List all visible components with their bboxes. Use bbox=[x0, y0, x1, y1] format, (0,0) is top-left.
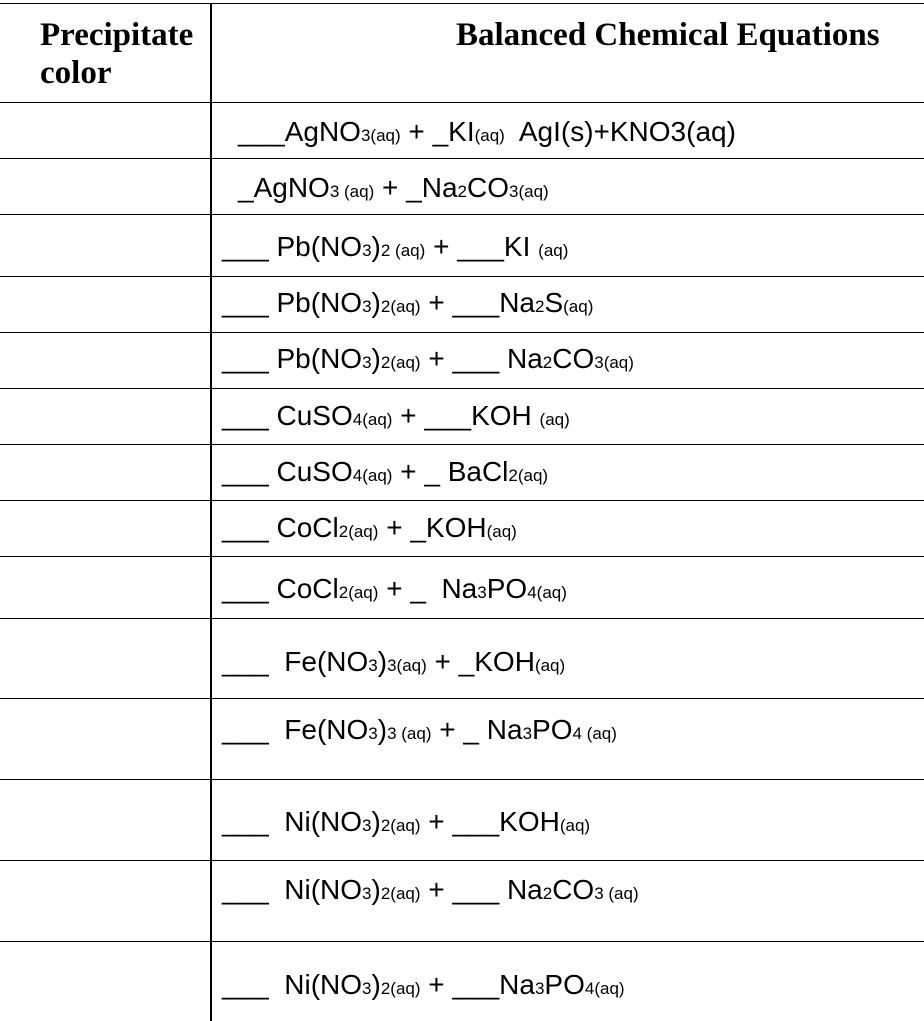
precipitate-color-cell[interactable] bbox=[0, 699, 209, 779]
formula-text: ) bbox=[371, 969, 381, 1000]
subscript: 4(aq) bbox=[352, 466, 393, 485]
equation-text bbox=[222, 646, 565, 682]
subscript: 2 (aq) bbox=[380, 241, 426, 260]
precipitate-color-cell[interactable] bbox=[0, 780, 209, 860]
formula-text: PO bbox=[544, 969, 585, 1000]
row-divider bbox=[0, 3, 924, 4]
precipitate-color-cell[interactable] bbox=[0, 159, 209, 214]
subscript: 3(aq) bbox=[387, 656, 427, 675]
equation-text bbox=[222, 343, 634, 379]
formula-text: + ___KOH bbox=[392, 400, 540, 431]
equation-text bbox=[238, 172, 549, 208]
precipitate-color-cell[interactable] bbox=[0, 103, 209, 158]
subscript: (aq) bbox=[534, 656, 566, 675]
formula-text: + ___KOH bbox=[420, 806, 560, 837]
precipitate-color-header: Precipitate color bbox=[40, 17, 194, 91]
subscript: 2(aq) bbox=[338, 522, 379, 541]
precipitate-color-cell[interactable] bbox=[0, 861, 209, 941]
equation-text bbox=[222, 512, 517, 548]
subscript: 2 bbox=[534, 297, 545, 316]
subscript: 2(aq) bbox=[380, 353, 421, 372]
formula-text: + _Na bbox=[374, 172, 458, 203]
formula-text: S bbox=[544, 287, 564, 318]
subscript: 4 (aq) bbox=[572, 724, 617, 743]
formula-text: ___ Fe(NO bbox=[222, 714, 369, 745]
precipitate-color-cell[interactable] bbox=[0, 277, 209, 332]
subscript: 3 bbox=[477, 583, 487, 602]
formula-text: CO bbox=[552, 874, 595, 905]
precipitate-color-cell[interactable] bbox=[0, 501, 209, 556]
formula-text: + _ Na bbox=[431, 714, 523, 745]
subscript: 3(aq) bbox=[594, 353, 634, 372]
subscript: 3 (aq) bbox=[387, 724, 432, 743]
subscript: (aq) bbox=[538, 241, 569, 260]
subscript: 2 bbox=[542, 884, 553, 903]
formula-text: ___ Pb(NO bbox=[222, 287, 363, 318]
equation-text bbox=[222, 231, 568, 267]
formula-text: ___ Pb(NO bbox=[222, 343, 363, 374]
subscript: 3 bbox=[534, 979, 545, 998]
formula-text: ___ CoCl bbox=[222, 573, 339, 604]
formula-text: + _KOH bbox=[426, 646, 535, 677]
equation-text bbox=[222, 874, 639, 910]
subscript: 3 (aq) bbox=[594, 884, 639, 903]
precipitate-color-cell[interactable] bbox=[0, 557, 209, 618]
formula-text: ___AgNO bbox=[238, 116, 361, 147]
subscript: (aq) bbox=[474, 126, 505, 145]
formula-text: CO bbox=[467, 172, 509, 203]
formula-text: CO bbox=[552, 343, 595, 374]
formula-text: ___ CoCl bbox=[222, 512, 339, 543]
formula-text: + _ BaCl bbox=[392, 456, 509, 487]
subscript: 2 bbox=[542, 353, 553, 372]
formula-text: ___ Ni(NO bbox=[222, 874, 363, 905]
formula-text: ) bbox=[377, 646, 388, 677]
subscript: (aq) bbox=[559, 816, 591, 835]
precipitate-color-cell[interactable] bbox=[0, 445, 209, 500]
formula-text: + ___ Na bbox=[420, 874, 543, 905]
subscript: 2(aq) bbox=[380, 884, 421, 903]
subscript: 2(aq) bbox=[380, 816, 421, 835]
precipitate-color-cell[interactable] bbox=[0, 215, 209, 276]
formula-text: _AgNO bbox=[238, 172, 330, 203]
formula-text: ___ CuSO bbox=[222, 456, 353, 487]
column-divider bbox=[210, 3, 212, 1021]
subscript: (aq) bbox=[563, 297, 594, 316]
equation-text bbox=[222, 714, 617, 750]
subscript: 3 bbox=[362, 241, 372, 260]
subscript: (aq) bbox=[539, 410, 570, 429]
subscript: 3 bbox=[362, 979, 372, 998]
formula-text: ___ CuSO bbox=[222, 400, 353, 431]
formula-text: ) bbox=[371, 806, 381, 837]
subscript: 2(aq) bbox=[380, 979, 421, 998]
equation-text bbox=[222, 806, 590, 842]
precipitate-color-cell[interactable] bbox=[0, 619, 209, 698]
subscript: 2 bbox=[457, 182, 467, 201]
subscript: 3 bbox=[362, 816, 372, 835]
precipitate-color-cell[interactable] bbox=[0, 942, 209, 1021]
precipitate-color-cell[interactable] bbox=[0, 389, 209, 444]
subscript: 4(aq) bbox=[527, 583, 567, 602]
subscript: 3 bbox=[362, 297, 372, 316]
formula-text: ___ Ni(NO bbox=[222, 969, 363, 1000]
formula-text: + _KOH bbox=[378, 512, 487, 543]
equation-text bbox=[222, 456, 548, 492]
subscript: (aq) bbox=[486, 522, 517, 541]
formula-text: ) bbox=[377, 714, 388, 745]
equation-text bbox=[222, 400, 570, 436]
formula-text: ) bbox=[371, 231, 381, 262]
equation-text bbox=[222, 287, 593, 323]
formula-text: + _KI bbox=[400, 116, 475, 147]
formula-text: + ___ Na bbox=[420, 343, 543, 374]
equation-text bbox=[222, 969, 625, 1005]
formula-text: ___ Fe(NO bbox=[222, 646, 369, 677]
subscript: 3(aq) bbox=[360, 126, 401, 145]
subscript: 2(aq) bbox=[380, 297, 421, 316]
subscript: 3 bbox=[362, 884, 372, 903]
formula-text: + _ Na bbox=[378, 573, 478, 604]
formula-text: PO bbox=[532, 714, 573, 745]
balanced-equations-header: Balanced Chemical Equations bbox=[456, 17, 880, 53]
subscript: 4(aq) bbox=[352, 410, 393, 429]
precipitate-color-cell[interactable] bbox=[0, 333, 209, 388]
formula-text: + ___Na bbox=[420, 287, 535, 318]
equation-text bbox=[238, 116, 736, 152]
formula-text: + ___KI bbox=[425, 231, 539, 262]
subscript: 3 bbox=[362, 353, 372, 372]
subscript: 4(aq) bbox=[584, 979, 625, 998]
equation-text bbox=[222, 573, 567, 609]
formula-text: PO bbox=[486, 573, 528, 604]
formula-text: ___ Ni(NO bbox=[222, 806, 363, 837]
formula-text: ) bbox=[371, 287, 381, 318]
subscript: 2(aq) bbox=[508, 466, 549, 485]
subscript: 3 bbox=[368, 656, 378, 675]
subscript: 3 bbox=[522, 724, 533, 743]
formula-text: ) bbox=[371, 874, 381, 905]
formula-text: ) bbox=[371, 343, 381, 374]
subscript: 2(aq) bbox=[338, 583, 379, 602]
subscript: 3 (aq) bbox=[329, 182, 375, 201]
formula-text: ___ Pb(NO bbox=[222, 231, 363, 262]
subscript: 3 bbox=[368, 724, 378, 743]
formula-text: + ___Na bbox=[420, 969, 535, 1000]
formula-text: AgI(s)+KNO3(aq) bbox=[504, 116, 736, 147]
subscript: 3(aq) bbox=[509, 182, 549, 201]
